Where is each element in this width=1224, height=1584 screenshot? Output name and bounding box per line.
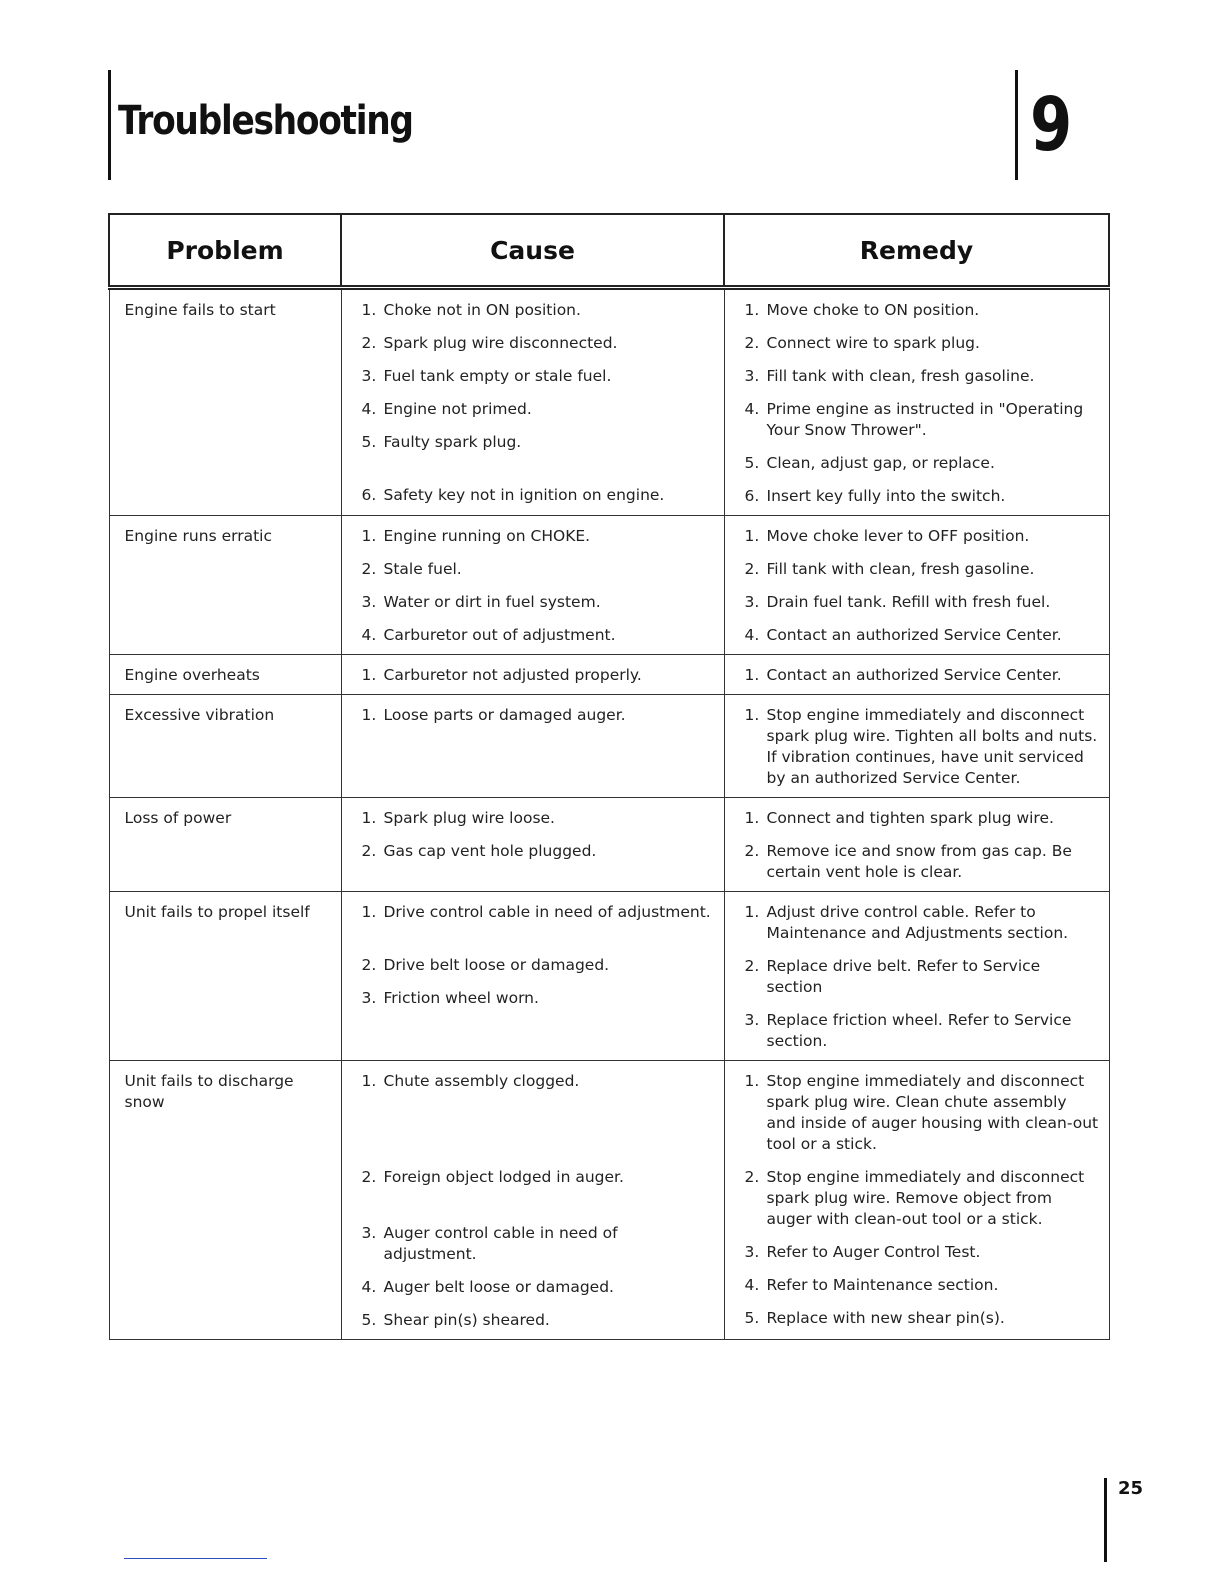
item-number: 1. <box>744 1072 760 1090</box>
cause-cell <box>341 288 724 516</box>
item-number: 3. <box>361 1224 377 1242</box>
cause-cell <box>341 695 724 798</box>
remedy-item <box>745 808 1101 829</box>
cause-item <box>362 1167 716 1188</box>
item-number: 1. <box>361 1072 377 1090</box>
header-cause: Cause <box>341 214 724 288</box>
item-text: Carburetor not adjusted properly. <box>383 666 642 684</box>
item-number: 4. <box>744 1276 760 1294</box>
item-text: Fuel tank empty or stale fuel. <box>383 367 612 385</box>
header-problem: Problem <box>109 214 341 288</box>
item-number: 6. <box>361 486 377 504</box>
remedy-item <box>745 559 1101 580</box>
item-number: 1. <box>744 301 760 319</box>
cause-item <box>362 526 716 547</box>
item-text: Loose parts or damaged auger. <box>383 706 626 724</box>
cause-item <box>362 485 716 506</box>
item-number: 5. <box>361 1311 377 1329</box>
troubleshooting-table <box>108 213 1110 1340</box>
cause-item <box>362 559 716 580</box>
item-number: 1. <box>744 809 760 827</box>
item-text: Move choke lever to OFF position. <box>766 527 1030 545</box>
problem-cell: Excessive vibration <box>109 695 341 798</box>
item-number: 1. <box>744 666 760 684</box>
item-number: 5. <box>744 1309 760 1327</box>
remedy-item <box>745 1242 1101 1263</box>
item-text: Friction wheel worn. <box>383 989 539 1007</box>
remedy-item <box>745 902 1101 944</box>
item-number: 1. <box>744 903 760 921</box>
item-text: Auger control cable in need of adjustment. <box>383 1224 618 1263</box>
table-header-row <box>109 214 1109 288</box>
item-number: 2. <box>744 560 760 578</box>
problem-cell: Unit fails to propel itself <box>109 892 341 1061</box>
item-text: Stale fuel. <box>383 560 462 578</box>
table-row <box>109 1061 1109 1340</box>
item-number: 3. <box>744 593 760 611</box>
item-number: 6. <box>744 487 760 505</box>
remedy-cell <box>724 892 1109 1061</box>
item-number: 1. <box>361 527 377 545</box>
cause-cell <box>341 1061 724 1340</box>
item-text: Prime engine as instructed in "Operating Your Snow Thrower". <box>766 400 1084 439</box>
remedy-item <box>745 453 1101 474</box>
cause-item <box>362 988 716 1009</box>
remedy-item <box>745 705 1101 789</box>
item-text: Stop engine immediately and disconnect spark plug wire. Clean chute assembly and inside of auger housing with clean-out tool or a stick. <box>766 1072 1099 1153</box>
cause-item <box>362 665 716 686</box>
cause-item <box>362 1071 716 1092</box>
item-text: Fill tank with clean, fresh gasoline. <box>766 367 1035 385</box>
item-number: 1. <box>744 706 760 724</box>
cause-item <box>362 592 716 613</box>
item-text: Stop engine immediately and disconnect spark plug wire. Remove object from auger with clean-out tool or a stick. <box>766 1168 1085 1228</box>
item-number: 4. <box>744 400 760 418</box>
item-number: 3. <box>744 1243 760 1261</box>
item-text: Connect wire to spark plug. <box>766 334 980 352</box>
item-text: Auger belt loose or damaged. <box>383 1278 614 1296</box>
cause-item <box>362 808 716 829</box>
item-number: 2. <box>744 334 760 352</box>
cause-item <box>362 432 716 453</box>
item-number: 3. <box>361 989 377 1007</box>
item-number: 2. <box>744 957 760 975</box>
table-row <box>109 892 1109 1061</box>
item-number: 1. <box>361 809 377 827</box>
item-number: 5. <box>744 454 760 472</box>
chapter-number: 9 <box>1030 82 1073 168</box>
item-text: Safety key not in ignition on engine. <box>383 486 665 504</box>
cause-cell <box>341 798 724 892</box>
page-number: 25 <box>1118 1478 1144 1499</box>
item-text: Fill tank with clean, fresh gasoline. <box>766 560 1035 578</box>
item-text: Chute assembly clogged. <box>383 1072 580 1090</box>
item-text: Drive belt loose or damaged. <box>383 956 610 974</box>
item-text: Clean, adjust gap, or replace. <box>766 454 995 472</box>
item-number: 1. <box>361 706 377 724</box>
item-text: Stop engine immediately and disconnect spark plug wire. Tighten all bolts and nuts. If vibration continues, have unit serviced by an authorized Service Center. <box>766 706 1098 787</box>
item-number: 2. <box>361 842 377 860</box>
item-text: Refer to Maintenance section. <box>766 1276 999 1294</box>
remedy-item <box>745 1071 1101 1155</box>
item-text: Refer to Auger Control Test. <box>766 1243 981 1261</box>
item-number: 2. <box>361 560 377 578</box>
remedy-item <box>745 592 1101 613</box>
item-text: Choke not in ON position. <box>383 301 581 319</box>
cause-item <box>362 1277 716 1298</box>
remedy-cell <box>724 695 1109 798</box>
cause-item <box>362 399 716 420</box>
remedy-item <box>745 1275 1101 1296</box>
header-remedy: Remedy <box>724 214 1109 288</box>
item-number: 1. <box>361 301 377 319</box>
problem-cell: Engine runs erratic <box>109 516 341 655</box>
item-number: 2. <box>744 1168 760 1186</box>
remedy-item <box>745 956 1101 998</box>
remedy-item <box>745 366 1101 387</box>
item-number: 1. <box>744 527 760 545</box>
item-text: Insert key fully into the switch. <box>766 487 1006 505</box>
cause-cell <box>341 516 724 655</box>
item-number: 4. <box>361 1278 377 1296</box>
problem-cell: Unit fails to discharge snow <box>109 1061 341 1340</box>
problem-cell: Engine fails to start <box>109 288 341 516</box>
cause-cell <box>341 655 724 695</box>
remedy-item <box>745 333 1101 354</box>
remedy-cell <box>724 655 1109 695</box>
item-text: Engine running on CHOKE. <box>383 527 591 545</box>
item-text: Replace with new shear pin(s). <box>766 1309 1005 1327</box>
footer-rule <box>1104 1478 1107 1562</box>
item-number: 2. <box>361 956 377 974</box>
item-text: Faulty spark plug. <box>383 433 522 451</box>
cause-item <box>362 955 716 976</box>
remedy-item <box>745 841 1101 883</box>
item-text: Engine not primed. <box>383 400 532 418</box>
table-row <box>109 655 1109 695</box>
item-text: Shear pin(s) sheared. <box>383 1311 550 1329</box>
remedy-item <box>745 300 1101 321</box>
item-text: Remove ice and snow from gas cap. Be certain vent hole is clear. <box>766 842 1072 881</box>
table-row <box>109 798 1109 892</box>
item-text: Carburetor out of adjustment. <box>383 626 616 644</box>
remedy-item <box>745 526 1101 547</box>
item-number: 4. <box>361 626 377 644</box>
item-text: Contact an authorized Service Center. <box>766 666 1062 684</box>
title-rule <box>108 70 111 180</box>
remedy-cell <box>724 798 1109 892</box>
item-number: 3. <box>361 593 377 611</box>
bottom-link-line <box>124 1558 267 1559</box>
cause-item <box>362 625 716 646</box>
chapter-rule <box>1015 70 1018 180</box>
item-number: 2. <box>361 334 377 352</box>
remedy-item <box>745 625 1101 646</box>
remedy-cell <box>724 1061 1109 1340</box>
cause-item <box>362 333 716 354</box>
cause-item <box>362 902 716 923</box>
item-text: Replace drive belt. Refer to Service section <box>766 957 1041 996</box>
cause-item <box>362 841 716 862</box>
cause-item <box>362 1223 716 1265</box>
problem-cell: Loss of power <box>109 798 341 892</box>
cause-cell <box>341 892 724 1061</box>
remedy-cell <box>724 516 1109 655</box>
item-number: 3. <box>744 367 760 385</box>
item-text: Replace friction wheel. Refer to Service section. <box>766 1011 1072 1050</box>
item-text: Spark plug wire loose. <box>383 809 555 827</box>
cause-item <box>362 705 716 726</box>
item-text: Connect and tighten spark plug wire. <box>766 809 1054 827</box>
table-row <box>109 695 1109 798</box>
item-text: Drive control cable in need of adjustment. <box>383 903 711 921</box>
table-row <box>109 288 1109 516</box>
problem-cell: Engine overheats <box>109 655 341 695</box>
item-number: 2. <box>744 842 760 860</box>
item-number: 4. <box>744 626 760 644</box>
item-text: Gas cap vent hole plugged. <box>383 842 597 860</box>
remedy-item <box>745 1010 1101 1052</box>
remedy-item <box>745 486 1101 507</box>
item-text: Spark plug wire disconnected. <box>383 334 618 352</box>
item-text: Drain fuel tank. Refill with fresh fuel. <box>766 593 1051 611</box>
remedy-item <box>745 1308 1101 1329</box>
remedy-cell <box>724 288 1109 516</box>
remedy-item <box>745 665 1101 686</box>
item-text: Contact an authorized Service Center. <box>766 626 1062 644</box>
item-number: 5. <box>361 433 377 451</box>
item-text: Foreign object lodged in auger. <box>383 1168 624 1186</box>
item-number: 3. <box>744 1011 760 1029</box>
item-number: 1. <box>361 903 377 921</box>
item-text: Water or dirt in fuel system. <box>383 593 601 611</box>
item-text: Adjust drive control cable. Refer to Maintenance and Adjustments section. <box>766 903 1069 942</box>
table-row <box>109 516 1109 655</box>
item-text: Move choke to ON position. <box>766 301 980 319</box>
item-number: 3. <box>361 367 377 385</box>
cause-item <box>362 366 716 387</box>
item-number: 2. <box>361 1168 377 1186</box>
cause-item <box>362 300 716 321</box>
cause-item <box>362 1310 716 1331</box>
remedy-item <box>745 1167 1101 1230</box>
item-number: 1. <box>361 666 377 684</box>
remedy-item <box>745 399 1101 441</box>
page-title: Troubleshooting <box>118 98 413 144</box>
item-number: 4. <box>361 400 377 418</box>
